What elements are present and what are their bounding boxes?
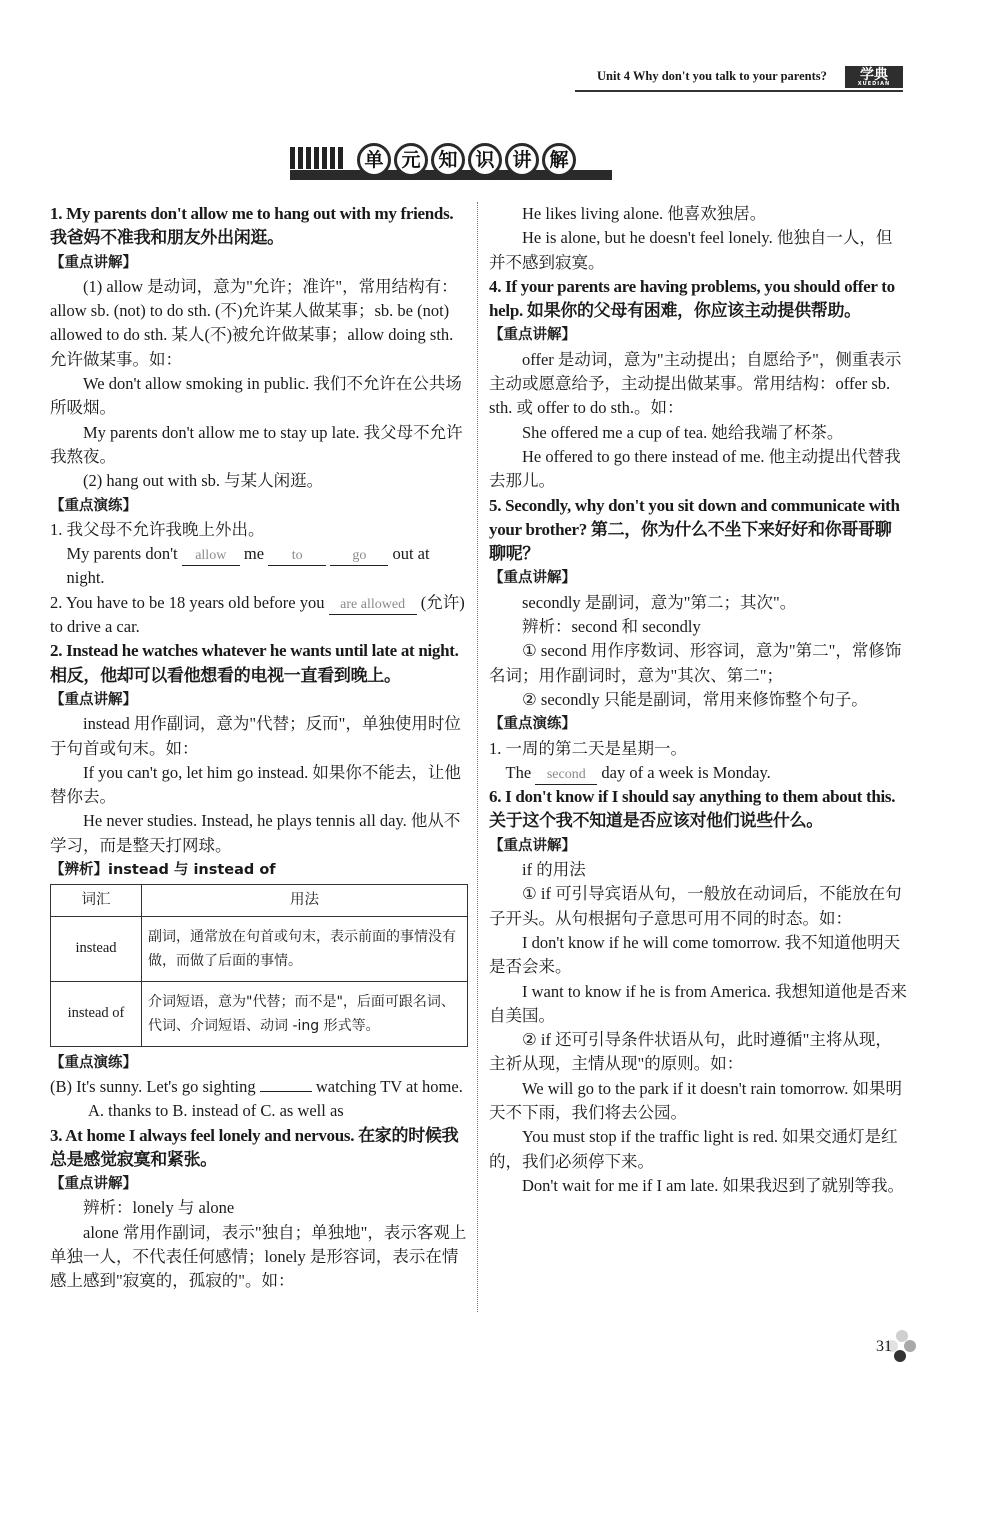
- paragraph: (2) hang out with sb. 与某人闲逛。: [83, 471, 324, 491]
- exercise-prompt: 1. 一周的第二天是星期一。: [489, 738, 687, 758]
- answer-choice: (B): [50, 1076, 72, 1096]
- answer-blank: are allowed: [329, 596, 417, 615]
- section-tag: 【重点讲解】: [489, 327, 576, 344]
- example: She offered me a cup of tea. 她给我端了杯茶。: [522, 422, 844, 442]
- point-1-heading: 1. My parents don't allow me to hang out with my friends. 我爸妈不准我和朋友外出闲逛。: [50, 204, 454, 248]
- point-5-heading: 5. Secondly, why don't you sit down and communicate with your brother? 第二，你为什么不坐下来好好和你哥哥聊聊呢？: [489, 495, 900, 564]
- example: We don't allow smoking in public. 我们不允许在公共场所吸烟。: [50, 374, 462, 418]
- banner-char: 解: [542, 143, 576, 177]
- section-tag: 【重点演练】: [489, 716, 576, 733]
- answer-blank: [260, 1091, 312, 1092]
- example: Don't wait for me if I am late. 如果我迟到了就别等我。: [522, 1175, 904, 1195]
- example: If you can't go, let him go instead. 如果你不能去，让他替你去。: [50, 762, 461, 807]
- answer-blank: go: [330, 547, 388, 566]
- table-cell: 副词，通常放在句首或句末，表示前面的事情没有做，而做了后面的事情。: [142, 916, 468, 981]
- example: He is alone, but he doesn't feel lonely. 他独自一人，但并不感到寂寞。: [489, 228, 893, 272]
- point-2-heading: 2. Instead he watches whatever he wants until late at night. 相反，他却可以看他想看的电视一直看到晚上。: [50, 641, 459, 685]
- column-divider: [477, 202, 478, 1312]
- right-column: [489, 202, 907, 1198]
- paragraph: secondly 是副词，意为"第二；其次"。: [522, 592, 797, 612]
- section-tag: 【重点演练】: [50, 497, 137, 514]
- point-4-heading: 4. If your parents are having problems, you should offer to help. 如果你的父母有困难，你应该主动提供帮助。: [489, 276, 895, 321]
- point-3-heading: 3. At home I always feel lonely and nervous. 在家的时候我总是感觉寂寞和紧张。: [50, 1125, 459, 1169]
- paragraph: if 的用法: [522, 860, 586, 880]
- section-tag: 【重点讲解】: [489, 837, 576, 854]
- banner-char: 知: [431, 143, 465, 177]
- table-header: 用法: [142, 885, 468, 916]
- example: My parents don't allow me to stay up late. 我父母不允许我熬夜。: [50, 422, 463, 466]
- example: I want to know if he is from America. 我想知道他是否来自美国。: [489, 981, 907, 1025]
- comparison-table: [50, 884, 468, 1046]
- table-cell: 介词短语，意为"代替；而不是"，后面可跟名词、代词、介词短语、动词 -ing 形式等。: [142, 981, 468, 1046]
- section-banner: [290, 143, 612, 188]
- paragraph: ① if 可引导宾语从句，一般放在动词后，不能放在句子开头。从句根据句子意思可用不同的时态。如：: [489, 884, 902, 928]
- options: A. thanks to B. instead of C. as well as: [88, 1101, 344, 1121]
- answer-blank: second: [535, 766, 597, 785]
- paragraph: ② secondly 只能是副词，常用来修饰整个句子。: [522, 689, 868, 709]
- unit-title: Unit 4 Why don't you talk to your parents?: [597, 69, 827, 83]
- paragraph: ① second 用作序数词、形容词，意为"第二"，常修饰名词；用作副词时，意为"其次、第二"；: [489, 641, 902, 685]
- paragraph: instead 用作副词，意为"代替；反而"，单独使用时位于句首或句末。如：: [50, 714, 461, 758]
- table-cell: instead of: [51, 981, 142, 1046]
- banner-char: 单: [357, 143, 391, 177]
- section-tag: 【辨析】instead 与 instead of: [50, 862, 276, 879]
- paragraph: alone 常用作副词，表示"独自；单独地"，表示客观上单独一人，不代表任何感情；lonely 是形容词，表示在情感上感到"寂寞的，孤寂的"。如：: [50, 1222, 467, 1291]
- example: He never studies. Instead, he plays tennis all day. 他从不学习，而是整天打网球。: [50, 811, 461, 855]
- left-column: [50, 202, 468, 1294]
- paragraph: ② if 还可引导条件状语从句，此时遵循"主将从现，主祈从现，主情从现"的原则。如：: [489, 1030, 892, 1074]
- exercise-prompt: 1. 我父母不允许我晚上外出。: [50, 519, 265, 539]
- banner-char: 讲: [505, 143, 539, 177]
- section-tag: 【重点讲解】: [50, 1176, 137, 1193]
- section-tag: 【重点讲解】: [489, 570, 576, 587]
- answer-blank: to: [268, 547, 326, 566]
- table-header: 词汇: [51, 885, 142, 916]
- banner-char: 元: [394, 143, 428, 177]
- example: You must stop if the traffic light is red. 如果交通灯是红的，我们必须停下来。: [489, 1127, 898, 1171]
- exercise-line: 2. You have to be 18 years old before you are allowed (允许) to drive a car.: [50, 592, 465, 637]
- running-header: [575, 66, 903, 92]
- exercise-line: The second day of a week is Monday.: [489, 761, 907, 785]
- banner-char: 识: [468, 143, 502, 177]
- paragraph: 辨析：second 和 secondly: [522, 617, 701, 637]
- page-number: 31: [876, 1338, 892, 1355]
- example: He offered to go there instead of me. 他主动提出代替我去那儿。: [489, 446, 901, 491]
- section-tag: 【重点讲解】: [50, 691, 137, 708]
- example: I don't know if he will come tomorrow. 我不知道他明天是否会来。: [489, 932, 901, 977]
- exercise-line: (B) It's sunny. Let's go sighting watching TV at home.: [50, 1076, 463, 1096]
- brand-logo: 学典 XUEDIAN: [845, 66, 903, 88]
- paragraph: 辨析：lonely 与 alone: [83, 1198, 235, 1218]
- exercise-line: My parents don't allow me to go out at night.: [66, 544, 430, 588]
- banner-title: [357, 143, 579, 177]
- paragraph: offer 是动词，意为"主动提出；自愿给予"，侧重表示主动或愿意给予，主动提出做某事。常用结构：offer sb. sth. 或 offer to do sth.。如：: [489, 349, 902, 418]
- table-cell: instead: [51, 916, 142, 981]
- section-tag: 【重点演练】: [50, 1054, 137, 1071]
- paragraph: (1) allow 是动词，意为"允许；准许"，常用结构有：allow sb. (not) to do sth. (不)允许某人做某事；sb. be (not) allowed to do sth. 某人(不)被允许做某事；allow doing sth. 允许做某事。如：: [50, 276, 458, 369]
- section-tag: 【重点讲解】: [50, 254, 137, 271]
- point-6-heading: 6. I don't know if I should say anything to them about this. 关于这个我不知道是否应该对他们说些什么。: [489, 787, 896, 831]
- example: He likes living alone. 他喜欢独居。: [522, 204, 767, 223]
- example: We will go to the park if it doesn't rain tomorrow. 如果明天不下雨，我们将去公园。: [489, 1078, 903, 1122]
- answer-blank: allow: [182, 547, 240, 566]
